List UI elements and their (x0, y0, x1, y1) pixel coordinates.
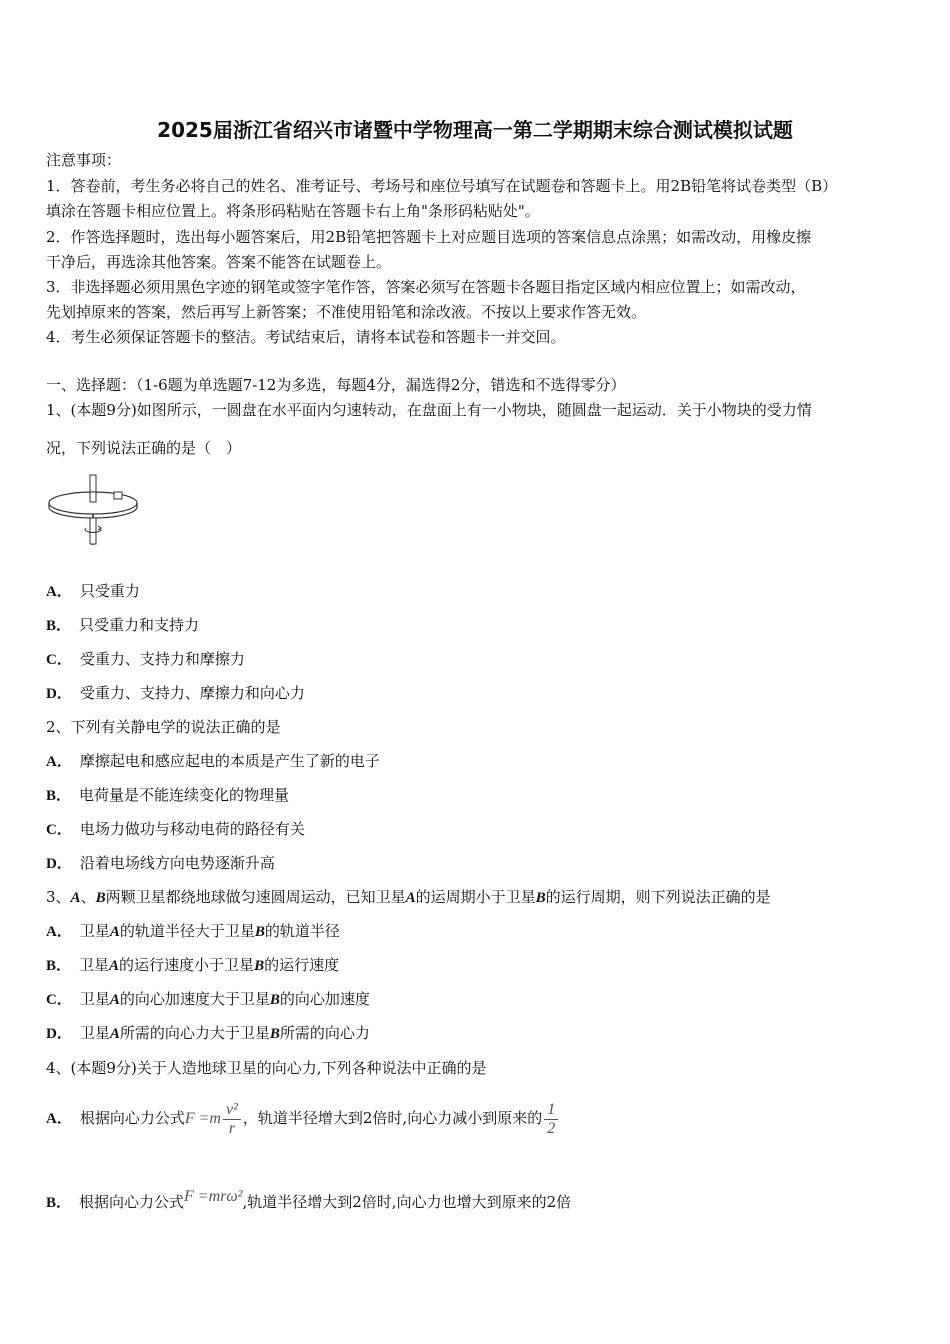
notice-line: 先划掉原来的答案，然后再写上新答案；不准使用铅笔和涂改液。不按以上要求作答无效。 (46, 303, 647, 321)
formula: F =mrω² (184, 1188, 243, 1205)
q3-option-c: C． 卫星A的向心加速度大于卫星B的向心加速度 (46, 990, 370, 1008)
q3-stem: 3、A、B两颗卫星都绕地球做匀速圆周运动，已知卫星A的运周期小于卫星B的运行周期，则下列说法正确的是 (46, 888, 771, 906)
notice-line: 干净后，再选涂其他答案。答案不能答在试题卷上。 (46, 253, 392, 271)
q3-option-a: A． 卫星A的轨道半径大于卫星B的轨道半径 (46, 922, 340, 940)
section-heading: 一、选择题：（1-6题为单选题7-12为多选，每题4分，漏选得2分，错选和不选得零分） (46, 376, 626, 394)
formula: F =m $\frac{\text{v²}}{r}$ (185, 1099, 243, 1139)
q4-option-b: B． 根据向心力公式F =mrω²,轨道半径增大到2倍时,向心力也增大到原来的2倍 (46, 1188, 572, 1211)
notice-line: 2．作答选择题时，选出每小题答案后，用2B铅笔把答题卡上对应题目选项的答案信息点涂黑；如需改动，用橡皮擦 (46, 228, 812, 246)
fraction-half: $\frac{1}{2}$ (544, 1101, 558, 1138)
q4-stem: 4、(本题9分)关于人造地球卫星的向心力,下列各种说法中正确的是 (46, 1059, 487, 1077)
page-title: 2025届浙江省绍兴市诸暨中学物理高一第二学期期末综合测试模拟试题 (157, 118, 793, 142)
q3-option-b: B． 卫星A的运行速度小于卫星B的运行速度 (46, 956, 340, 974)
notice-heading: 注意事项： (46, 151, 122, 169)
notice-line: 填涂在答题卡相应位置上。将条形码粘贴在答题卡右上角"条形码粘贴处"。 (46, 202, 540, 220)
q2-option-c: C． 电场力做功与移动电荷的路径有关 (46, 820, 305, 838)
q2-option-d: D． 沿着电场线方向电势逐渐升高 (46, 854, 275, 872)
q4-option-a: A． 根据向心力公式F =m $\frac{\text{v²}}{r}$ ，轨道半径增大到2倍时,向心力减小到原来的 $\frac{1}{2}$ (46, 1098, 560, 1139)
rotating-disk-figure (46, 470, 142, 550)
notice-line: 3．非选择题必须用黑色字迹的钢笔或签字笔作答，答案必须写在答题卡各题目指定区域内相应位置上；如需改动， (46, 278, 806, 296)
q1-option-c: C． 受重力、支持力和摩擦力 (46, 650, 245, 668)
q1-option-b: B． 只受重力和支持力 (46, 616, 200, 634)
q2-stem: 2、下列有关静电学的说法正确的是 (46, 718, 281, 736)
q3-option-d: D． 卫星A所需的向心力大于卫星B所需的向心力 (46, 1024, 370, 1042)
q1-option-a: A． 只受重力 (46, 582, 140, 600)
q1-stem: 1、(本题9分)如图所示，一圆盘在水平面内匀速转动，在盘面上有一小物块，随圆盘一起运动．关于小物块的受力情 (46, 401, 812, 419)
q1-stem-cont: 况，下列说法正确的是（ ） (46, 439, 242, 457)
q2-option-b: B． 电荷量是不能连续变化的物理量 (46, 786, 290, 804)
q1-option-d: D． 受重力、支持力、摩擦力和向心力 (46, 684, 305, 702)
notice-line: 4．考生必须保证答题卡的整洁。考试结束后，请将本试卷和答题卡一并交回。 (46, 328, 566, 346)
notice-line: 1．答卷前，考生务必将自己的姓名、准考证号、考场号和座位号填写在试题卷和答题卡上。用2B铅笔将试卷类型（B） (46, 177, 838, 195)
q2-option-a: A． 摩擦起电和感应起电的本质是产生了新的电子 (46, 752, 380, 770)
